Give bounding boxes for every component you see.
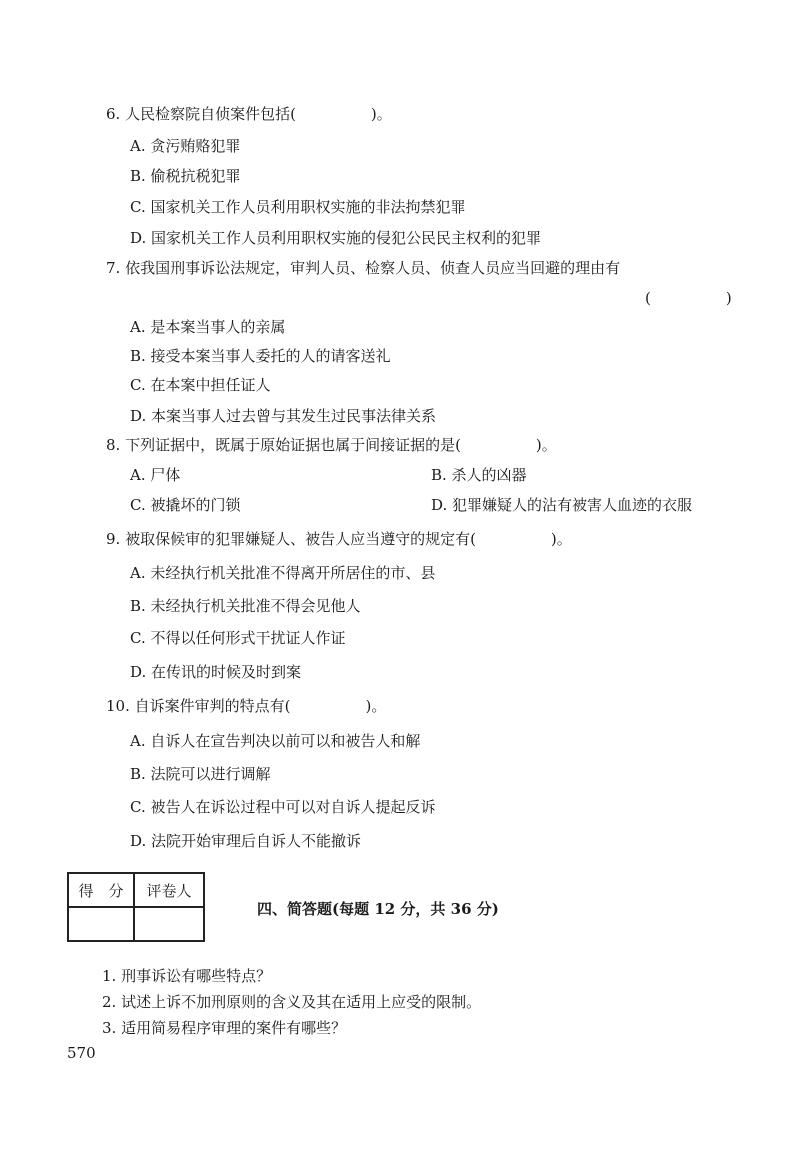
score-header: 得 分 (68, 873, 134, 907)
question-9-option-a: A. 未经执行机关批准不得离开所居住的市、县 (130, 564, 436, 582)
grader-cell (134, 907, 204, 941)
question-8-stem: 8. 下列证据中，既属于原始证据也属于间接证据的是( )。 (106, 436, 557, 454)
question-8-option-d: D. 犯罪嫌疑人的沾有被害人血迹的衣服 (431, 496, 693, 514)
question-9-option-d: D. 在传讯的时候及时到案 (130, 663, 302, 681)
question-9-option-c: C. 不得以任何形式干扰证人作证 (130, 629, 346, 647)
question-7-answer-paren: ( ) (645, 289, 732, 307)
question-7-option-b: B. 接受本案当事人委托的人的请客送礼 (130, 347, 391, 365)
question-7-option-d: D. 本案当事人过去曾与其发生过民事法律关系 (130, 407, 437, 425)
question-10-option-c: C. 被告人在诉讼过程中可以对自诉人提起反诉 (130, 798, 436, 816)
grader-header: 评卷人 (134, 873, 204, 907)
question-6-option-a: A. 贪污贿赂犯罪 (130, 137, 241, 155)
question-6-option-c: C. 国家机关工作人员利用职权实施的非法拘禁犯罪 (130, 198, 466, 216)
question-7-option-c: C. 在本案中担任证人 (130, 376, 271, 394)
question-7-stem: 7. 依我国刑事诉讼法规定，审判人员、检察人员、侦查人员应当回避的理由有 (106, 259, 621, 277)
question-10-option-b: B. 法院可以进行调解 (130, 765, 271, 783)
question-6-stem: 6. 人民检察院自侦案件包括( )。 (106, 105, 392, 123)
question-8-option-b: B. 杀人的凶器 (431, 466, 527, 484)
question-9-stem: 9. 被取保候审的犯罪嫌疑人、被告人应当遵守的规定有( )。 (106, 530, 572, 548)
question-10-stem: 10. 自诉案件审判的特点有( )。 (106, 697, 387, 715)
short-question-1: 1. 刑事诉讼有哪些特点？ (102, 967, 272, 985)
question-7-option-a: A. 是本案当事人的亲属 (130, 318, 286, 336)
question-8-option-c: C. 被撬坏的门锁 (130, 496, 241, 514)
short-question-2: 2. 试述上诉不加刑原则的含义及其在适用上应受的限制。 (102, 993, 482, 1011)
short-question-3: 3. 适用简易程序审理的案件有哪些？ (102, 1019, 347, 1037)
question-10-option-d: D. 法院开始审理后自诉人不能撤诉 (130, 832, 362, 850)
section-title: 四、简答题(每题 12 分，共 36 分) (257, 900, 499, 918)
question-9-option-b: B. 未经执行机关批准不得会见他人 (130, 597, 361, 615)
question-6-option-d: D. 国家机关工作人员利用职权实施的侵犯公民民主权利的犯罪 (130, 229, 542, 247)
score-cell (68, 907, 134, 941)
question-10-option-a: A. 自诉人在宣告判决以前可以和被告人和解 (130, 732, 421, 750)
page-number: 570 (67, 1044, 96, 1062)
question-8-option-a: A. 尸体 (130, 466, 181, 484)
score-table (67, 872, 205, 942)
question-6-option-b: B. 偷税抗税犯罪 (130, 167, 241, 185)
